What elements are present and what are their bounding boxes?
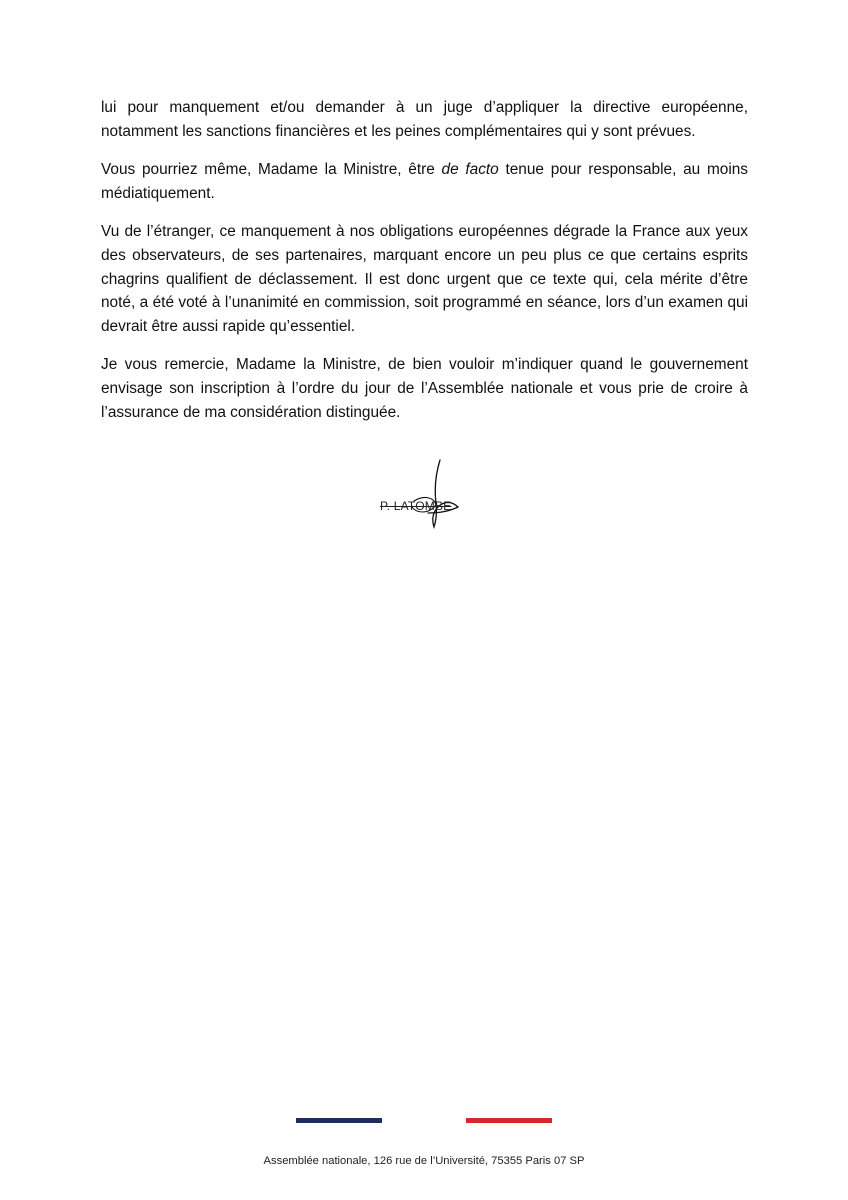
signatory-name: P. LATOMBE <box>380 499 452 513</box>
paragraph-responsibility-start: Vous pourriez même, Madame la Ministre, être <box>101 161 442 179</box>
signature-block <box>370 455 480 535</box>
paragraph-foreign-view: Vu de l’étranger, ce manquement à nos obligations européennes dégrade la France aux yeux des observateurs, de ses partenaires, marquant encore un peu plus ce que certains esprits chagrins qualifient de déclassement. Il est donc urgent que ce texte qui, cela mérite d’être noté, a été voté à l’unanimité en commission, soit programmé en séance, lors d’un examen qui devrait être aussi rapide qu’essentiel. <box>101 223 748 335</box>
letter-body <box>101 96 748 439</box>
handwritten-signature-icon <box>370 455 480 535</box>
footer-address: Assemblée nationale, 126 rue de l’Université, 75355 Paris 07 SP <box>263 1155 585 1167</box>
footer-stripe-blue <box>296 1118 382 1123</box>
paragraph-sanctions: lui pour manquement et/ou demander à un juge d’appliquer la directive européenne, notamment les sanctions financières et les peines complémentaires qui y sont prévues. <box>101 99 748 140</box>
de-facto-emphasis: de facto <box>441 161 499 179</box>
footer-stripe-red <box>466 1118 552 1123</box>
paragraph-closing: Je vous remercie, Madame la Ministre, de bien vouloir m’indiquer quand le gouvernement envisage son inscription à l’ordre du jour de l’Assemblée nationale et vous prie de croire à l’assurance de ma considération distinguée. <box>101 356 748 421</box>
paragraph-responsibility <box>101 158 748 205</box>
paragraph-responsibility-end: tenue pour responsable, au moins médiatiquement. <box>101 161 748 202</box>
